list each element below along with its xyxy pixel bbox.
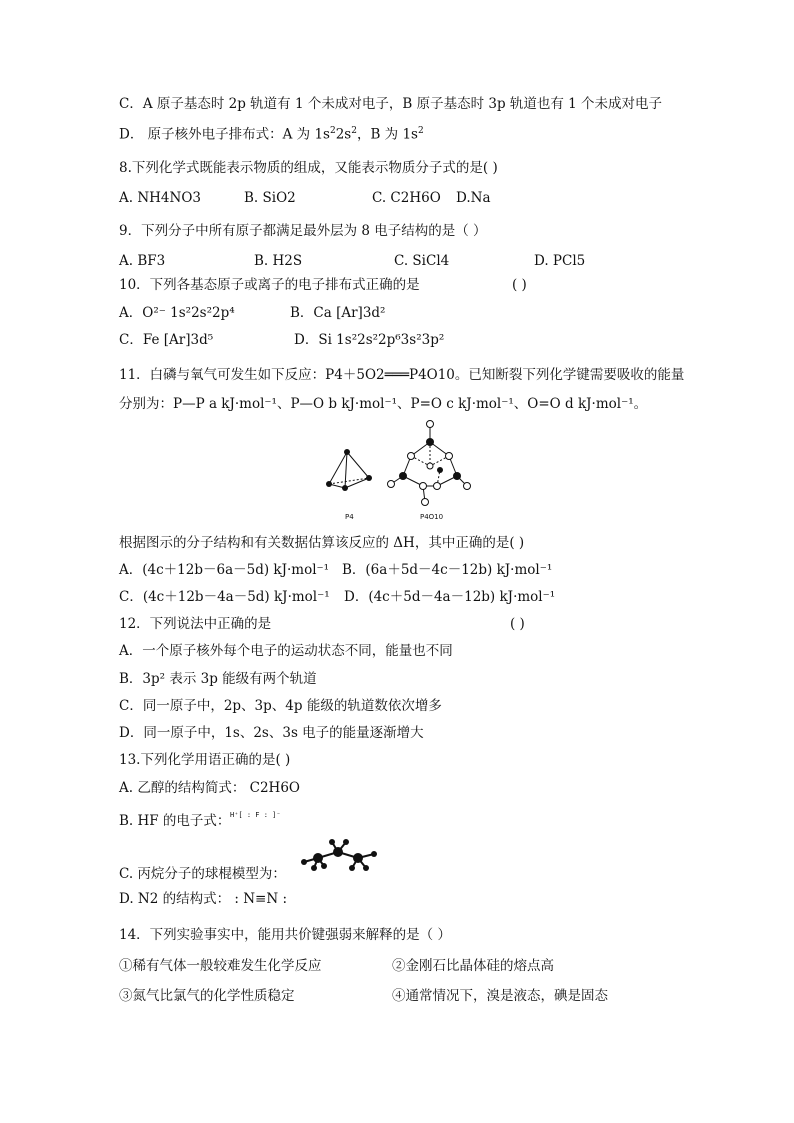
p4-molecule-figure xyxy=(325,448,375,493)
q10-option-d: D．Si 1s²2s²2p⁶3s²3p² xyxy=(294,332,445,348)
q12-option-b: B．3p² 表示 3p 能级有两个轨道 xyxy=(119,671,317,687)
q11-stem-2: 分别为：P—P a kJ·mol⁻¹、P—O b kJ·mol⁻¹、P=O c kJ·mol⁻¹、O=O d kJ·mol⁻¹。 xyxy=(119,396,648,412)
q13-stem: 13.下列化学用语正确的是( ) xyxy=(119,752,291,768)
q13-option-b: B. HF 的电子式： xyxy=(119,813,231,829)
q8-option-c: C. C2H6O xyxy=(372,190,441,206)
hf-electron-formula: H⁺[ : F : ]⁻ xyxy=(230,811,281,819)
q9-option-a: A. BF3 xyxy=(119,253,166,269)
p4-caption: P4 xyxy=(345,513,354,521)
q11-option-c: C．(4c＋12b－4a－5d) kJ·mol⁻¹ xyxy=(119,589,330,605)
q9-stem: 9．下列分子中所有原子都满足最外层为 8 电子结构的是（ ） xyxy=(119,223,487,239)
q8-stem: 8.下列化学式既能表示物质的组成，又能表示物质分子式的是( ) xyxy=(119,160,498,176)
q11-option-a: A．(4c＋12b－6a－5d) kJ·mol⁻¹ xyxy=(119,562,330,578)
q10-option-b: B．Ca [Ar]3d² xyxy=(290,305,386,321)
propane-ball-stick-model xyxy=(296,838,380,872)
p4o10-caption: P4O10 xyxy=(420,513,444,521)
q12-option-a: A．一个原子核外每个电子的运动状态不同，能量也不同 xyxy=(119,643,453,659)
q8-option-a: A. NH4NO3 xyxy=(119,190,201,206)
q11-stem-1: 11．白磷与氧气可发生如下反应：P4＋5O2═══P4O10。已知断裂下列化学键需要吸收的能量 xyxy=(119,367,685,383)
q14-option-2: ②金刚石比晶体硅的熔点高 xyxy=(392,958,554,974)
q14-option-3: ③氮气比氯气的化学性质稳定 xyxy=(119,988,295,1004)
option-d-carry: D． 原子核外电子排布式：A 为 $1s^22s^2$，B 为 $1s^2$ xyxy=(119,126,424,143)
q8-option-d: D.Na xyxy=(456,190,491,206)
q12-paren: ( ) xyxy=(510,616,525,632)
q11-stem-3: 根据图示的分子结构和有关数据估算该反应的 ΔH，其中正确的是( ) xyxy=(119,535,525,551)
q12-option-d: D．同一原子中，1s、2s、3s 电子的能量逐渐增大 xyxy=(119,725,424,741)
q10-paren: ( ) xyxy=(512,277,527,293)
q10-option-c: C．Fe [Ar]3d⁵ xyxy=(119,332,214,348)
q11-option-b: B．(6a＋5d－4c－12b) kJ·mol⁻¹ xyxy=(342,562,553,578)
q9-option-b: B. H2S xyxy=(254,253,303,269)
q10-option-a: A．O²⁻ 1s²2s²2p⁴ xyxy=(119,305,235,321)
option-c-carry: C．A 原子基态时 2p 轨道有 1 个未成对电子，B 原子基态时 3p 轨道也有 1 个未成对电子 xyxy=(119,96,663,112)
q11-option-d: D．(4c＋5d－4a－12b) kJ·mol⁻¹ xyxy=(344,589,556,605)
p4o10-molecule-figure xyxy=(385,418,475,510)
q12-option-c: C．同一原子中，2p、3p、4p 能级的轨道数依次增多 xyxy=(119,698,442,714)
q14-option-1: ①稀有气体一般较难发生化学反应 xyxy=(119,958,322,974)
q13-option-c: C. 丙烷分子的球棍模型为： xyxy=(119,866,286,882)
q10-stem: 10．下列各基态原子或离子的电子排布式正确的是 xyxy=(119,277,420,293)
q8-option-b: B. SiO2 xyxy=(244,190,296,206)
q13-option-d: D. N2 的结构式： : N≡N : xyxy=(119,891,288,907)
q12-stem: 12．下列说法中正确的是 xyxy=(119,616,272,632)
q14-stem: 14．下列实验事实中，能用共价键强弱来解释的是（ ） xyxy=(119,927,451,943)
q13-option-a: A. 乙醇的结构简式： C2H6O xyxy=(119,780,300,796)
q14-option-4: ④通常情况下，溴是液态，碘是固态 xyxy=(392,988,608,1004)
q9-option-d: D. PCl5 xyxy=(534,253,586,269)
q9-option-c: C. SiCl4 xyxy=(394,253,450,269)
